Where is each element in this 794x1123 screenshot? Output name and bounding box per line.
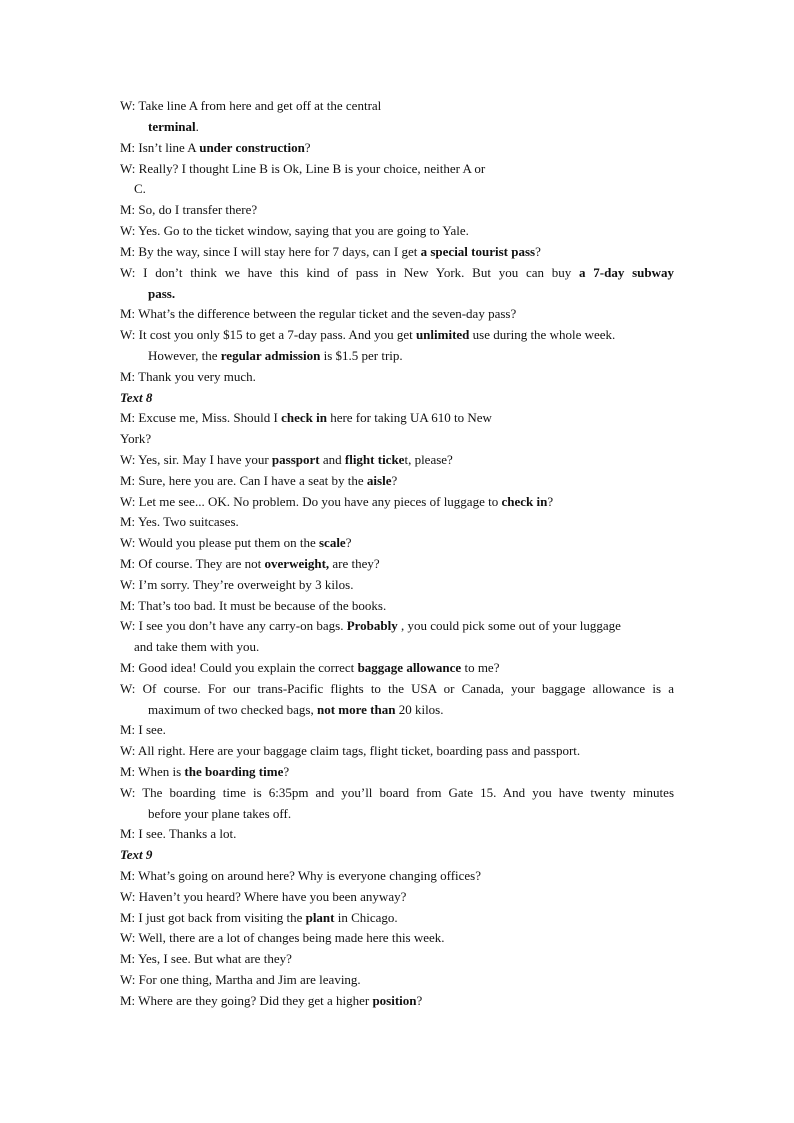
line-42: M: Yes, I see. But what are they? xyxy=(120,951,292,966)
line-35: before your plane takes off. xyxy=(148,806,292,821)
line-19: M: Sure, here you are. Can I have a seat by the aisle? xyxy=(120,473,398,488)
line-16: M: Excuse me, Miss. Should I check in here for taking UA 610 to New xyxy=(120,410,492,425)
line-25: M: That’s too bad. It must be because of the books. xyxy=(120,598,387,613)
line-1: W: Take line A from here and get off at the central xyxy=(120,98,382,113)
line-22: W: Would you please put them on the scale? xyxy=(120,535,352,550)
line-40: M: I just got back from visiting the plant in Chicago. xyxy=(120,910,398,925)
line-29: W: Of course. For our trans-Pacific flights to the USA or Canada, your baggage allowance is a xyxy=(120,681,674,696)
line-23: M: Of course. They are not overweight, are they? xyxy=(120,556,380,571)
line-24: W: I’m sorry. They’re overweight by 3 kilos. xyxy=(120,577,354,592)
line-31: M: I see. xyxy=(120,722,166,737)
line-38: M: What’s going on around here? Why is everyone changing offices? xyxy=(120,868,482,883)
line-28: M: Good idea! Could you explain the correct baggage allowance to me? xyxy=(120,660,500,675)
line-33: M: When is the boarding time? xyxy=(120,764,290,779)
line-5: C. xyxy=(134,181,146,196)
line-8: M: By the way, since I will stay here for 7 days, can I get a special tourist pass? xyxy=(120,244,541,259)
line-21: M: Yes. Two suitcases. xyxy=(120,514,239,529)
line-34: W: The boarding time is 6:35pm and you’ll board from Gate 15. And you have twenty minutes xyxy=(120,785,674,800)
line-44: M: Where are they going? Did they get a higher position? xyxy=(120,993,423,1008)
section-heading-text-9: Text 9 xyxy=(120,847,153,862)
line-13: However, the regular admission is $1.5 per trip. xyxy=(148,348,403,363)
line-36: M: I see. Thanks a lot. xyxy=(120,826,237,841)
line-6: M: So, do I transfer there? xyxy=(120,202,258,217)
line-7: W: Yes. Go to the ticket window, saying that you are going to Yale. xyxy=(120,223,469,238)
line-11: M: What’s the difference between the regular ticket and the seven-day pass? xyxy=(120,306,517,321)
line-10: pass. xyxy=(148,286,176,301)
section-heading-text-8: Text 8 xyxy=(120,390,153,405)
line-32: W: All right. Here are your baggage claim tags, flight ticket, boarding pass and passport. xyxy=(120,743,581,758)
line-18: W: Yes, sir. May I have your passport and flight ticket, please? xyxy=(120,452,453,467)
line-12: W: It cost you only $15 to get a 7-day pass. And you get unlimited use during the whole week. xyxy=(120,327,616,342)
line-30: maximum of two checked bags, not more than 20 kilos. xyxy=(148,702,444,717)
line-26: W: I see you don’t have any carry-on bags. Probably , you could pick some out of your luggage xyxy=(120,618,621,633)
line-41: W: Well, there are a lot of changes being made here this week. xyxy=(120,930,445,945)
line-2: terminal. xyxy=(148,119,199,134)
line-9: W: I don’t think we have this kind of pass in New York. But you can buy a 7-day subway xyxy=(120,265,674,280)
line-20: W: Let me see... OK. No problem. Do you have any pieces of luggage to check in? xyxy=(120,494,554,509)
line-39: W: Haven’t you heard? Where have you been anyway? xyxy=(120,889,407,904)
line-27: and take them with you. xyxy=(134,639,260,654)
line-43: W: For one thing, Martha and Jim are leaving. xyxy=(120,972,361,987)
line-3: M: Isn’t line A under construction? xyxy=(120,140,311,155)
line-4: W: Really? I thought Line B is Ok, Line B is your choice, neither A or xyxy=(120,161,486,176)
line-14: M: Thank you very much. xyxy=(120,369,256,384)
line-17: York? xyxy=(120,431,152,446)
